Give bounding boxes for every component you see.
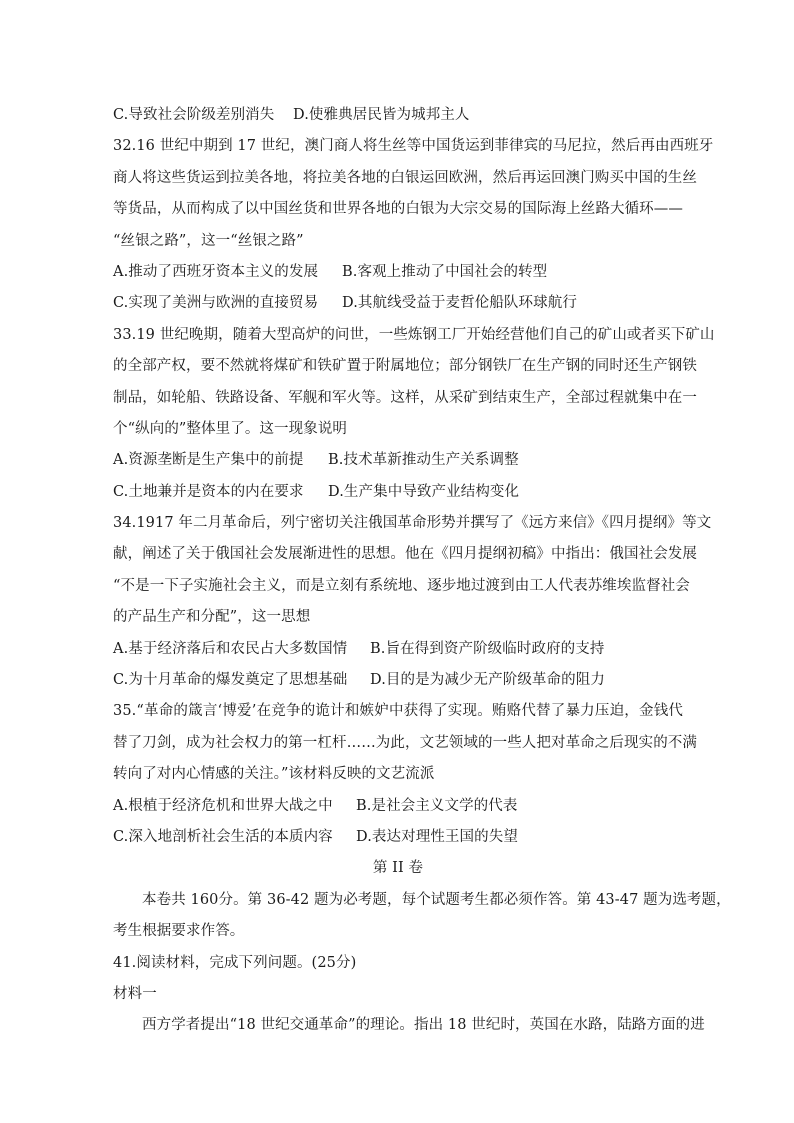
question-stem-line: 34.1917 年二月革命后，列宁密切关注俄国革命形势并撰写了《远方来信》《四月提纲》等文 — [113, 515, 712, 532]
option-a: A.基于经济落后和农民占大多数国情 — [113, 640, 348, 657]
section-title: 第 II 卷 — [372, 860, 424, 877]
option-c: C.实现了美洲与欧洲的直接贸易 — [113, 295, 319, 312]
question-32 — [113, 131, 714, 319]
question-41-title: 41.阅读材料，完成下列问题。(25分) — [113, 954, 357, 971]
option-b: B.技术革新推动生产关系调整 — [328, 452, 519, 469]
option-c: C.导致社会阶级差别消失 — [113, 107, 275, 123]
option-d: D.生产集中导致产业结构变化 — [328, 483, 520, 500]
option-d: D.其航线受益于麦哲伦船队环球航行 — [342, 295, 577, 312]
exam-page — [113, 100, 731, 1042]
question-stem-line: 的全部产权，要不然就将煤矿和铁矿置于附属地位；部分钢铁厂在生产钢的同时还生产钢铁 — [113, 358, 697, 375]
question-stem-line: 35.“革命的箴言‘博爱’在竞争的诡计和嫉妒中获得了实现。贿赂代替了暴力压迫，金钱代 — [113, 703, 683, 720]
options-ab — [113, 791, 683, 822]
option-c: C.土地兼并是资本的内在要求 — [113, 483, 304, 500]
options-cd — [113, 822, 683, 853]
question-stem-line: 献，阐述了关于俄国社会发展渐进性的思想。他在《四月提纲初稿》中指出：俄国社会发展 — [113, 546, 697, 563]
question-stem-line: “丝银之路”，这一“丝银之路” — [113, 232, 304, 249]
question-stem-line: 33.19 世纪晚期，随着大型高炉的问世，一些炼钢工厂开始经营他们自己的矿山或者买下矿山 — [113, 326, 715, 343]
option-b: B.客观上推动了中国社会的转型 — [342, 263, 548, 280]
intro-line: 考生根据要求作答。 — [113, 923, 245, 940]
material-1-text: 西方学者提出“18 世纪交通革命”的理论。指出 18 世纪时，英国在水路，陆路方面的进 — [142, 1017, 705, 1034]
question-stem-line: 商人将这些货运到拉美各地，将拉美各地的白银运回欧洲，然后再运回澳门购买中国的生丝 — [113, 169, 697, 186]
question-stem-line: 等货品，从而构成了以中国丝货和世界各地的白银为大宗交易的国际海上丝路大循环—— — [113, 201, 683, 218]
question-stem-line: 制品，如轮船、铁路设备、军舰和军火等。这样，从采矿到结束生产，全部过程就集中在一 — [113, 389, 697, 406]
option-b: B.是社会主义文学的代表 — [356, 797, 518, 814]
section-intro — [113, 885, 731, 948]
options-cd — [113, 477, 683, 508]
option-c: C.深入地剖析社会生活的本质内容 — [113, 828, 333, 845]
question-35 — [113, 696, 697, 853]
option-d: D.目的是为减少无产阶级革命的阻力 — [370, 672, 605, 689]
question-stem-line: 的产品生产和分配”，这一思想 — [113, 609, 311, 626]
q31-options-cd — [113, 100, 683, 131]
question-stem-line: 替了刀剑，成为社会权力的第一杠杆……为此，文艺领域的一些人把对革命之后现实的不满 — [113, 734, 697, 751]
option-d: D.使雅典居民皆为城邦主人 — [293, 107, 470, 123]
options-cd — [113, 665, 683, 696]
options-cd — [113, 288, 683, 319]
question-34 — [113, 508, 712, 696]
question-33 — [113, 320, 715, 508]
options-ab — [113, 445, 683, 476]
option-d: D.表达对理性王国的失望 — [356, 828, 518, 845]
material-1-label: 材料一 — [113, 985, 157, 1002]
options-ab — [113, 257, 683, 288]
option-b: B.旨在得到资产阶级临时政府的支持 — [370, 640, 605, 657]
option-a: A.资源垄断是生产集中的前提 — [113, 452, 304, 469]
question-stem-line: 转向了对内心情感的关注。”该材料反映的文艺流派 — [113, 766, 435, 783]
options-ab — [113, 634, 683, 665]
question-stem-line: “不是一下子实施社会主义，而是立刻有系统地、逐步地过渡到由工人代表苏维埃监督社会 — [113, 577, 690, 594]
option-a: A.根植于经济危机和世界大战之中 — [113, 797, 333, 814]
option-a: A.推动了西班牙资本主义的发展 — [113, 263, 319, 280]
question-stem-line: 32.16 世纪中期到 17 世纪，澳门商人将生丝等中国货运到菲律宾的马尼拉，然后再由西班牙 — [113, 138, 714, 155]
question-stem-line: 个“纵向的”整体里了。这一现象说明 — [113, 420, 348, 437]
intro-line: 本卷共 160分。第 36-42 题为必考题，每个试题考生都必须作答。第 43-47 题为选考题， — [142, 891, 731, 908]
option-c: C.为十月革命的爆发奠定了思想基础 — [113, 672, 348, 689]
